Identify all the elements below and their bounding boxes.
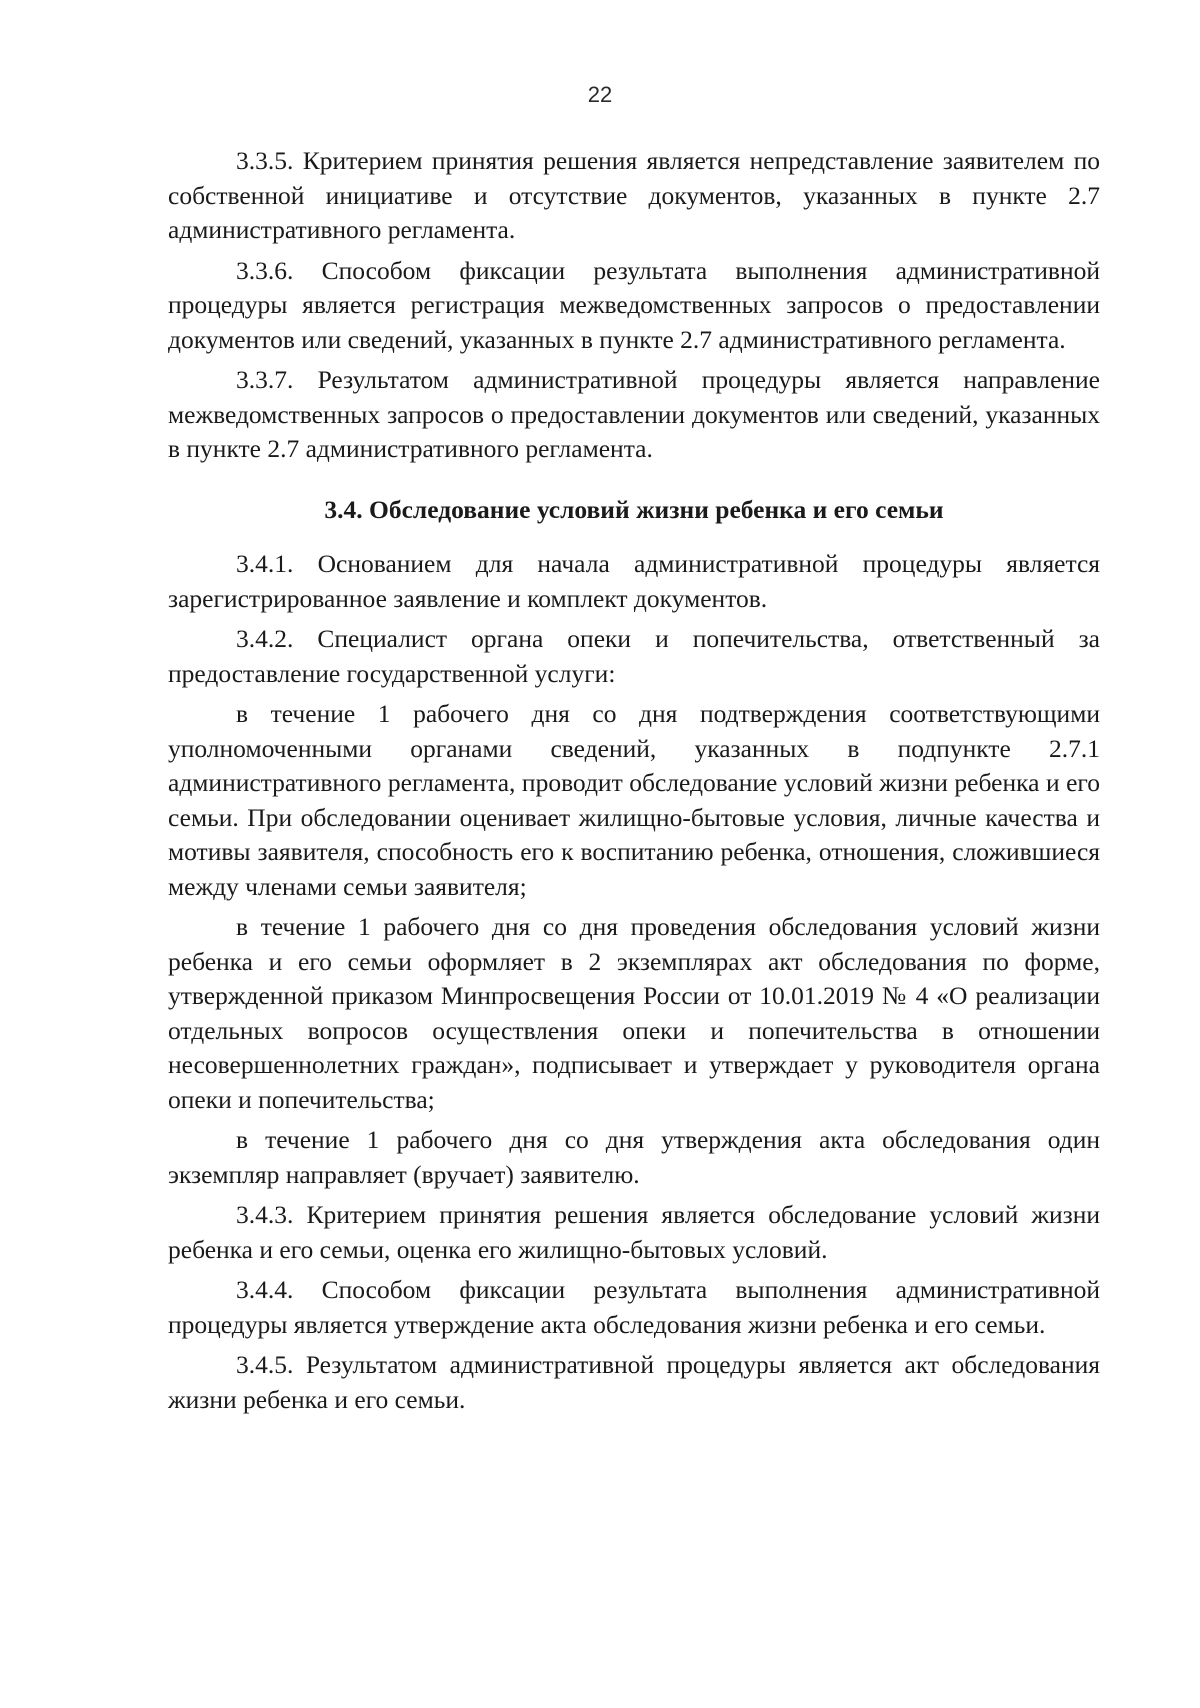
paragraph-3-3-7: 3.3.7. Результатом административной процедуры является направление межведомственных запросов о предоставлении документов или сведений, указанных в пункте 2.7 административного регламента.: [168, 365, 1100, 463]
paragraph-3-4-3: 3.4.3. Критерием принятия решения является обследование условий жизни ребенка и его семьи, оценка его жилищно-бытовых условий.: [168, 1200, 1100, 1264]
paragraph-3-4-4: 3.4.4. Способом фиксации результата выполнения административной процедуры является утверждение акта обследования жизни ребенка и его семьи.: [168, 1275, 1100, 1339]
paragraph-3-4-2-item-2: в течение 1 рабочего дня со дня проведения обследования условий жизни ребенка и его семьи оформляет в 2 экземплярах акт обследования по форме, утвержденной приказом Минпросвещения России от 10.01.2019 № 4 «О реализации отдельных вопросов осуществления опеки и попечительства в отношении несовершеннолетних граждан», подписывает и утверждает у руководителя органа опеки и попечительства;: [168, 912, 1100, 1114]
page-number: 22: [587, 82, 613, 107]
paragraph-3-3-6: 3.3.6. Способом фиксации результата выполнения административной процедуры является регистрация межведомственных запросов о предоставлении документов или сведений, указанных в пункте 2.7 административного регламента.: [168, 255, 1100, 354]
paragraph-3-4-5: 3.4.5. Результатом административной процедуры является акт обследования жизни ребенка и его семьи.: [168, 1350, 1100, 1414]
section-heading-3-4: 3.4. Обследование условий жизни ребенка и его семьи: [324, 494, 944, 524]
paragraph-3-4-2-item-1: в течение 1 рабочего дня со дня подтверждения соответствующими уполномоченными органами сведений, указанных в подпункте 2.7.1 административного регламента, проводит обследование условий жизни ребенка и его семьи. При обследовании оценивает жилищно-бытовые условия, личные качества и мотивы заявителя, способность его к воспитанию ребенка, отношения, сложившиеся между членами семьи заявителя;: [168, 699, 1100, 901]
paragraph-3-4-2: 3.4.2. Специалист органа опеки и попечительства, ответственный за предоставление государственной услуги:: [168, 624, 1100, 688]
paragraph-3-3-5: 3.3.5. Критерием принятия решения является непредставление заявителем по собственной инициативе и отсутствие документов, указанных в пункте 2.7 административного регламента.: [168, 146, 1100, 244]
paragraph-3-4-1: 3.4.1. Основанием для начала административной процедуры является зарегистрированное заявление и комплект документов.: [168, 549, 1100, 613]
document-body: [168, 144, 1100, 1417]
paragraph-3-4-2-item-3: в течение 1 рабочего дня со дня утверждения акта обследования один экземпляр направляет (вручает) заявителю.: [168, 1125, 1100, 1189]
